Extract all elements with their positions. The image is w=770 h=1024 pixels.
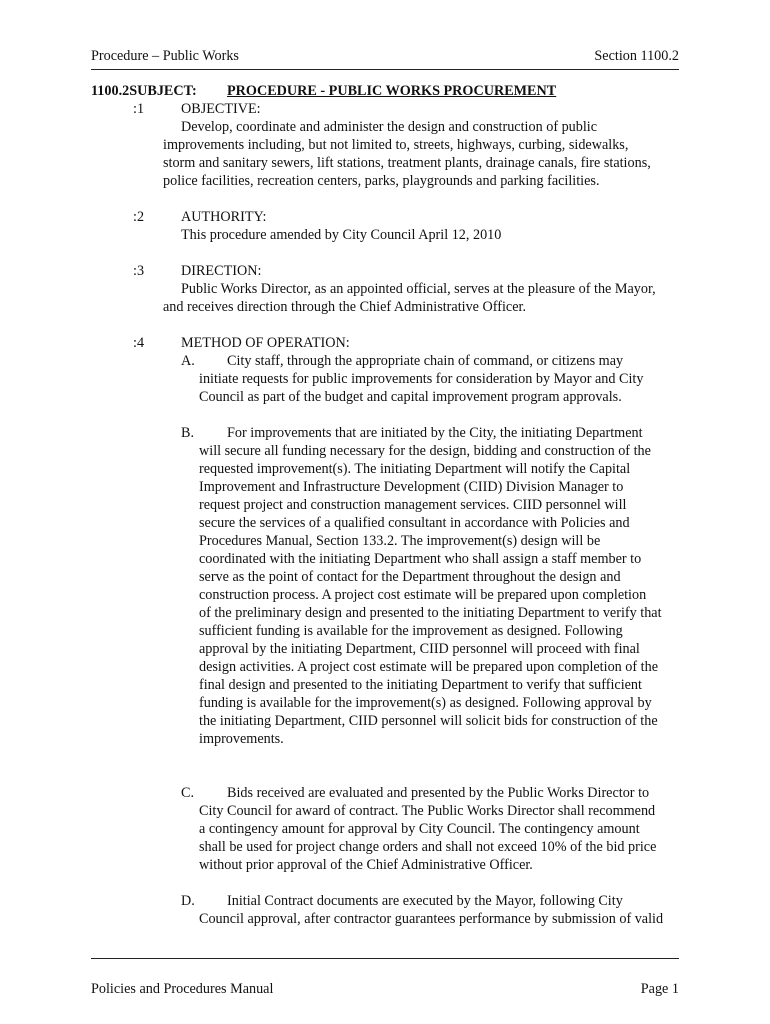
footer-manual-title: Policies and Procedures Manual — [91, 981, 274, 997]
text-line: and receives direction through the Chief Administrative Officer. — [163, 299, 526, 315]
text-line: City staff, through the appropriate chain of command, or citizens may — [227, 353, 624, 369]
section-number: :1 — [133, 101, 145, 117]
text-line: Procedures Manual, Section 133.2. The improvement(s) design will be — [199, 533, 601, 549]
section-heading: DIRECTION: — [181, 263, 262, 279]
section-heading: METHOD OF OPERATION: — [181, 335, 350, 351]
section-heading: OBJECTIVE: — [181, 101, 261, 117]
section-number: :2 — [133, 209, 145, 225]
text-line: construction process. A project cost estimate will be prepared upon completion — [199, 587, 647, 603]
section-number: :3 — [133, 263, 145, 279]
item-d — [91, 892, 680, 928]
page-footer — [91, 980, 679, 1000]
section-authority — [91, 208, 680, 244]
text-line: serve as the point of contact for the Department throughout the design and — [199, 569, 621, 585]
text-line: Council as part of the budget and capital improvement program approvals. — [199, 389, 622, 405]
text-line: funding is available for the improvement(s) as designed. Following approval by — [199, 695, 652, 711]
text-line: sufficient funding is available for the improvement as designed. Following — [199, 623, 623, 639]
text-line: Council approval, after contractor guarantees performance by submission of valid — [199, 911, 664, 927]
text-line: Public Works Director, as an appointed official, serves at the pleasure of the Mayor, — [181, 281, 656, 297]
subject-title: PROCEDURE - PUBLIC WORKS PROCUREMENT — [227, 83, 557, 99]
item-label: A. — [181, 353, 195, 369]
text-line: a contingency amount for approval by City Council. The contingency amount — [199, 821, 640, 837]
text-line: shall be used for project change orders and shall not exceed 10% of the bid price — [199, 839, 657, 855]
section-text — [91, 118, 680, 190]
text-line: For improvements that are initiated by the City, the initiating Department — [227, 425, 643, 441]
subject-line — [91, 82, 680, 100]
section-number: :4 — [133, 335, 145, 351]
text-line: Develop, coordinate and administer the design and construction of public — [181, 119, 598, 135]
text-line: storm and sanitary sewers, lift stations, treatment plants, drainage canals, fire stations, — [163, 155, 651, 171]
text-line: police facilities, recreation centers, parks, playgrounds and parking facilities. — [163, 173, 600, 189]
text-line: This procedure amended by City Council April 12, 2010 — [181, 227, 502, 243]
page-number: Page 1 — [640, 981, 679, 997]
text-line: improvements including, but not limited to, streets, highways, curbing, sidewalks, — [163, 137, 629, 153]
text-line: coordinated with the initiating Department who shall assign a staff member to — [199, 551, 642, 567]
subject-label: 1100.2SUBJECT: — [91, 83, 197, 99]
text-line: approval by the initiating Department, CIID personnel will proceed with final — [199, 641, 640, 657]
text-line: City Council for award of contract. The Public Works Director shall recommend — [199, 803, 656, 819]
header-rule — [91, 69, 679, 70]
text-line: requested improvement(s). The initiating Department will notify the Capital — [199, 461, 631, 477]
text-line: initiate requests for public improvements for consideration by Mayor and City — [199, 371, 644, 387]
page-header — [91, 47, 679, 67]
text-line: secure the services of a qualified consultant in accordance with Policies and — [199, 515, 630, 531]
section-heading: AUTHORITY: — [181, 209, 267, 225]
text-line: without prior approval of the Chief Administrative Officer. — [199, 857, 533, 873]
item-label: C. — [181, 785, 195, 801]
text-line: improvements. — [199, 731, 284, 747]
section-method — [91, 334, 680, 928]
text-line: Improvement and Infrastructure Development (CIID) Division Manager to — [199, 479, 624, 495]
text-line: the initiating Department, CIID personnel will solicit bids for construction of the — [199, 713, 658, 729]
item-c — [91, 784, 680, 874]
header-section: Section 1100.2 — [594, 48, 679, 64]
text-line: request project and construction management services. CIID personnel will — [199, 497, 627, 513]
footer-rule — [91, 958, 679, 959]
text-line: will secure all funding necessary for the design, bidding and construction of the — [199, 443, 651, 459]
item-a — [91, 352, 680, 406]
text-line: of the preliminary design and presented to the initiating Department to verify that — [199, 605, 662, 621]
section-direction — [91, 262, 680, 316]
item-b — [91, 424, 680, 748]
header-title: Procedure – Public Works — [91, 48, 239, 64]
document-body — [91, 82, 680, 928]
text-line: Initial Contract documents are executed by the Mayor, following City — [227, 893, 623, 909]
text-line: Bids received are evaluated and presented by the Public Works Director to — [227, 785, 650, 801]
text-line: final design and presented to the initiating Department to verify that sufficient — [199, 677, 642, 693]
item-label: B. — [181, 425, 195, 441]
section-text — [91, 280, 680, 316]
section-objective — [91, 100, 680, 190]
item-label: D. — [181, 893, 195, 909]
text-line: design activities. A project cost estimate will be prepared upon completion of the — [199, 659, 659, 675]
